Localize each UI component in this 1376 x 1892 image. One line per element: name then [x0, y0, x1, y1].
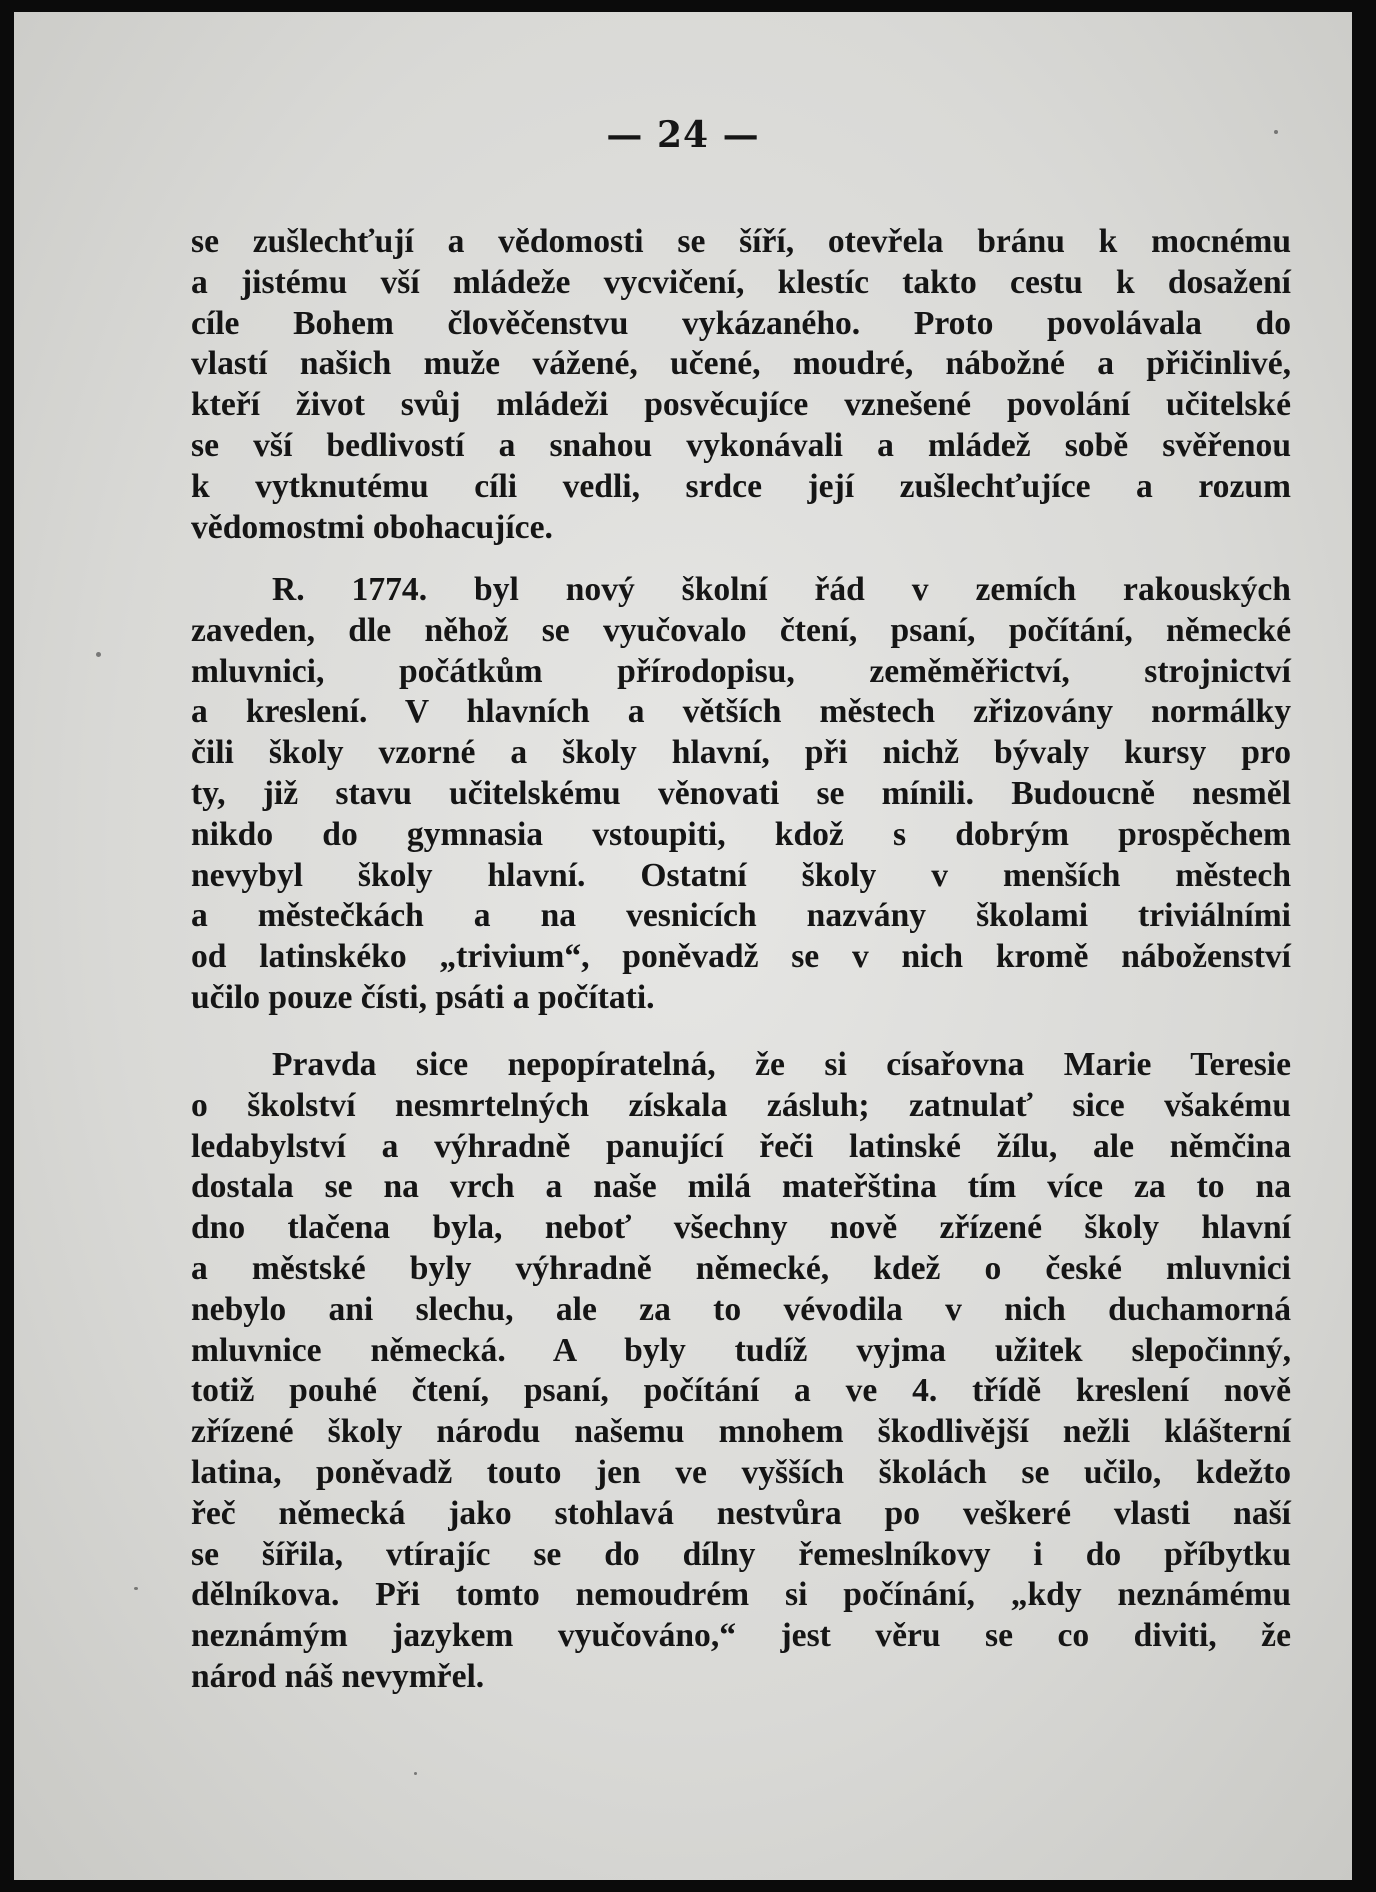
print-speck — [96, 652, 101, 657]
text-line: totiž pouhé čtení, psaní, počítání a ve 4. třídě kreslení nově — [191, 1372, 1291, 1410]
book-page — [14, 12, 1352, 1880]
text-line: cíle Bohem člověčenstvu vykázaného. Proto povolávala do — [191, 304, 1291, 342]
paragraph-3 — [191, 1045, 1291, 1698]
text-line: zaveden, dle něhož se vyučovalo čtení, psaní, počítání, německé — [191, 611, 1291, 649]
page-number: — 24 — — [606, 114, 760, 156]
text-line: dno tlačena byla, neboť všechny nově zřízené školy hlavní — [191, 1209, 1291, 1247]
text-line: mluvnici, počátkům přírodopisu, zeměměřictví, strojnictví — [191, 652, 1291, 690]
print-speck — [1274, 130, 1278, 134]
paragraph-2 — [191, 570, 1291, 1019]
text-line: Pravda sice nepopíratelná, že si císařovna Marie Teresie — [272, 1046, 1291, 1083]
text-line: od latinskéko „trivium“, poněvadž se v nich kromě náboženství — [191, 938, 1291, 976]
text-line: ty, již stavu učitelskému věnovati se mínili. Budoucně nesměl — [191, 774, 1291, 812]
text-line: kteří život svůj mládeži posvěcujíce vznešené povolání učitelské — [191, 386, 1291, 424]
text-line: ledabylství a výhradně panující řeči latinské žílu, ale němčina — [191, 1127, 1291, 1165]
text-line: nikdo do gymnasia vstoupiti, kdož s dobrým prospěchem — [191, 815, 1291, 853]
text-line: R. 1774. byl nový školní řád v zemích rakouských — [272, 571, 1291, 608]
text-line: zřízené školy národu našemu mnohem škodlivější nežli klášterní — [191, 1413, 1291, 1451]
text-line: nebylo ani slechu, ale za to vévodila v nich duchamorná — [191, 1290, 1291, 1328]
text-line: se šířila, vtírajíc se do dílny řemeslníkovy i do příbytku — [191, 1535, 1291, 1573]
text-line: a jistému vší mládeže vycvičení, klestíc takto cestu k dosažení — [191, 263, 1291, 301]
text-line: mluvnice německá. A byly tudíž vyjma užitek slepočinný, — [191, 1331, 1291, 1369]
text-line: čili školy vzorné a školy hlavní, při nichž bývaly kursy pro — [191, 734, 1291, 772]
text-line: nevybyl školy hlavní. Ostatní školy v menších městech — [191, 856, 1291, 894]
text-line: o školství nesmrtelných získala zásluh; zatnulať sice všakému — [191, 1086, 1291, 1124]
text-line: dělníkova. Při tomto nemoudrém si počínání, „kdy neznámému — [191, 1576, 1291, 1614]
text-line: vlastí našich muže vážené, učené, moudré, nábožné a přičinlivé, — [191, 345, 1291, 383]
text-line: vědomostmi obohacujíce. — [191, 508, 553, 546]
text-line: latina, poněvadž touto jen ve vyšších školách se učilo, kdežto — [191, 1453, 1291, 1491]
text-line: a městečkách a na vesnicích nazvány školami triviálními — [191, 897, 1291, 935]
paragraph-1 — [191, 222, 1291, 548]
print-speck — [414, 1772, 417, 1775]
text-line: a kreslení. V hlavních a větších městech zřizovány normálky — [191, 693, 1291, 731]
text-line: řeč německá jako stohlavá nestvůra po veškeré vlasti naší — [191, 1494, 1291, 1532]
text-line: neznámým jazykem vyučováno,“ jest věru se co diviti, že — [191, 1617, 1291, 1655]
text-line: se vší bedlivostí a snahou vykonávali a mládež sobě svěřenou — [191, 426, 1291, 464]
text-line: dostala se na vrch a naše milá mateřština tím více za to na — [191, 1168, 1291, 1206]
text-line: národ náš nevymřel. — [191, 1657, 485, 1695]
text-line: a městské byly výhradně německé, kdež o české mluvnici — [191, 1249, 1291, 1287]
text-line: učilo pouze čísti, psáti a počítati. — [191, 978, 655, 1016]
text-line: se zušlechťují a vědomosti se šíří, otevřela bránu k mocnému — [191, 223, 1291, 260]
print-speck — [134, 1587, 138, 1590]
text-line: k vytknutému cíli vedli, srdce její zušlechťujíce a rozum — [191, 467, 1291, 505]
